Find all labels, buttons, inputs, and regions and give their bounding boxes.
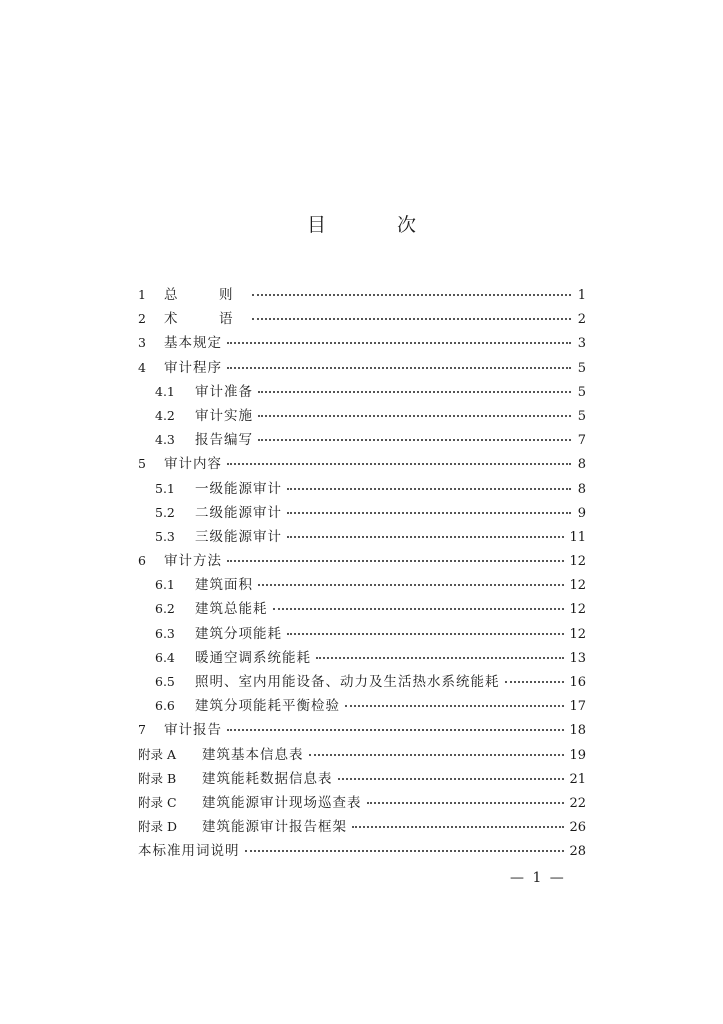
toc-dot-leader <box>258 403 571 417</box>
toc-entry[interactable] <box>138 452 586 476</box>
toc-dot-leader <box>273 596 565 610</box>
toc-entry-page: 5 <box>577 408 586 424</box>
toc-entry-page: 21 <box>569 771 586 787</box>
toc-entry-number: 5.1 <box>155 480 175 496</box>
toc-entry[interactable] <box>138 646 586 670</box>
toc-entry-number: 5.3 <box>155 528 175 544</box>
toc-entry[interactable] <box>138 525 586 549</box>
toc-entry-page: 2 <box>577 312 586 328</box>
toc-entry-label: 术 语 <box>164 311 247 328</box>
toc-entry-page: 12 <box>569 578 586 594</box>
toc-entry-label: 建筑能源审计现场巡查表 <box>202 794 362 811</box>
toc-entry-page: 12 <box>569 602 586 618</box>
toc-dot-leader <box>287 476 571 490</box>
toc-entry[interactable] <box>138 404 586 428</box>
toc-entry-number: 4.3 <box>155 432 175 448</box>
toc-entry-number: 6.4 <box>155 649 175 665</box>
toc-entry[interactable] <box>138 791 586 815</box>
toc-entry-page: 11 <box>569 529 586 545</box>
toc-entry-page: 7 <box>577 433 586 449</box>
toc-entry-label: 审计内容 <box>164 456 222 473</box>
toc-entry-page: 12 <box>569 626 586 642</box>
toc-entry-number: 2 <box>138 311 146 327</box>
toc-dot-leader <box>258 427 571 441</box>
toc-entry-label: 照明、室内用能设备、动力及生活热水系统能耗 <box>195 674 500 690</box>
toc-entry[interactable] <box>138 331 586 355</box>
toc-entry-number: 6.2 <box>155 601 175 617</box>
toc-entry[interactable] <box>138 597 586 621</box>
toc-entry-label: 本标准用词说明 <box>138 843 240 860</box>
toc-entry-label: 建筑面积 <box>195 577 253 594</box>
toc-entry[interactable] <box>138 356 586 380</box>
toc-dot-leader <box>287 524 564 538</box>
toc-entry-number: 7 <box>138 722 146 738</box>
toc-entry-label: 审计报告 <box>164 722 222 739</box>
toc-dot-leader <box>227 355 571 369</box>
toc-entry[interactable] <box>138 307 586 331</box>
toc-entry-number: 1 <box>138 287 146 302</box>
toc-dot-leader <box>227 330 571 344</box>
toc-dot-leader <box>316 645 564 659</box>
toc-dot-leader <box>252 306 572 320</box>
toc-entry-page: 5 <box>577 384 586 400</box>
toc-entry[interactable] <box>138 501 586 525</box>
toc-entry-page: 22 <box>569 795 586 811</box>
toc-entry-page: 28 <box>569 844 586 860</box>
toc-entry-label: 建筑基本信息表 <box>202 746 304 763</box>
page-title: 目 次 <box>306 214 442 236</box>
toc-entry[interactable] <box>138 283 586 307</box>
toc-entry-page: 5 <box>577 360 586 376</box>
toc-entry-page: 9 <box>577 505 586 521</box>
toc-entry-label: 总 则 <box>164 287 247 303</box>
toc-dot-leader <box>258 379 571 393</box>
toc-entry[interactable] <box>138 815 586 839</box>
toc-entry-label: 暖通空调系统能耗 <box>195 649 311 666</box>
toc-entry-page: 12 <box>569 554 586 570</box>
toc-entry-label: 二级能源审计 <box>195 504 282 521</box>
toc-entry-label: 基本规定 <box>164 335 222 352</box>
toc-entry-page: 1 <box>577 288 586 303</box>
toc-entry-number: 4 <box>138 359 146 375</box>
toc-entry-label: 审计准备 <box>195 383 253 400</box>
toc-dot-leader <box>245 838 565 852</box>
toc-entry-page: 8 <box>577 481 586 497</box>
toc-entry-page: 17 <box>569 699 586 715</box>
toc-entry-number: 3 <box>138 335 146 351</box>
toc-entry-label: 审计程序 <box>164 359 222 376</box>
toc-entry[interactable] <box>138 428 586 452</box>
toc-entry[interactable] <box>138 622 586 646</box>
toc-entry-page: 16 <box>569 675 586 690</box>
toc-entry-page: 13 <box>569 650 586 666</box>
toc-entry-page: 18 <box>569 723 586 739</box>
toc-dot-leader <box>505 669 565 683</box>
toc-entry-number: 4.2 <box>155 407 175 423</box>
toc-entry-number: 6.6 <box>155 698 175 714</box>
toc-entry-page: 26 <box>569 820 586 836</box>
toc-entry-number: 6.1 <box>155 577 175 593</box>
toc-dot-leader <box>345 693 564 707</box>
toc-entry[interactable] <box>138 743 586 767</box>
toc-entry-number: 附录 C <box>138 794 177 810</box>
toc-entry[interactable] <box>138 477 586 501</box>
toc-dot-leader <box>227 548 564 562</box>
toc-entry-page: 8 <box>577 457 586 473</box>
toc-entry-label: 一级能源审计 <box>195 480 282 497</box>
toc-entry[interactable] <box>138 573 586 597</box>
toc-dot-leader <box>258 572 564 586</box>
toc-dot-leader <box>227 451 571 465</box>
toc-entry-number: 6 <box>138 553 146 569</box>
toc-entry-page: 3 <box>577 336 586 352</box>
toc-entry[interactable] <box>138 839 586 863</box>
toc-dot-leader <box>309 742 565 756</box>
table-of-contents <box>138 283 586 864</box>
toc-entry-label: 建筑分项能耗 <box>195 625 282 642</box>
toc-entry-label: 建筑总能耗 <box>195 601 268 618</box>
toc-entry[interactable] <box>138 549 586 573</box>
toc-entry[interactable] <box>138 670 586 694</box>
toc-entry-number: 附录 D <box>138 819 177 835</box>
toc-entry-label: 建筑能源审计报告框架 <box>202 819 347 836</box>
toc-dot-leader <box>367 790 565 804</box>
toc-entry-number: 附录 B <box>138 770 177 786</box>
toc-entry-label: 报告编写 <box>195 432 253 449</box>
toc-entry-page: 19 <box>569 747 586 763</box>
toc-dot-leader <box>227 717 564 731</box>
toc-entry-number: 4.1 <box>155 383 175 399</box>
toc-entry-number: 6.5 <box>155 674 175 689</box>
toc-dot-leader <box>287 621 564 635</box>
toc-dot-leader <box>338 766 565 780</box>
toc-dot-leader <box>352 814 564 828</box>
toc-entry-label: 建筑能耗数据信息表 <box>202 770 333 787</box>
toc-entry-number: 5.2 <box>155 504 175 520</box>
toc-entry-label: 审计方法 <box>164 553 222 570</box>
toc-entry-label: 审计实施 <box>195 407 253 424</box>
toc-entry[interactable] <box>138 380 586 404</box>
page-footer-number: — 1 — <box>510 870 566 886</box>
toc-dot-leader <box>287 500 571 514</box>
toc-entry-number: 6.3 <box>155 625 175 641</box>
toc-entry-number: 附录 A <box>138 746 177 762</box>
toc-entry[interactable] <box>138 767 586 791</box>
toc-dot-leader <box>252 282 572 296</box>
toc-entry[interactable] <box>138 694 586 718</box>
toc-entry-label: 建筑分项能耗平衡检验 <box>195 698 340 715</box>
toc-entry-number: 5 <box>138 456 146 472</box>
toc-entry[interactable] <box>138 718 586 742</box>
toc-entry-label: 三级能源审计 <box>195 528 282 545</box>
